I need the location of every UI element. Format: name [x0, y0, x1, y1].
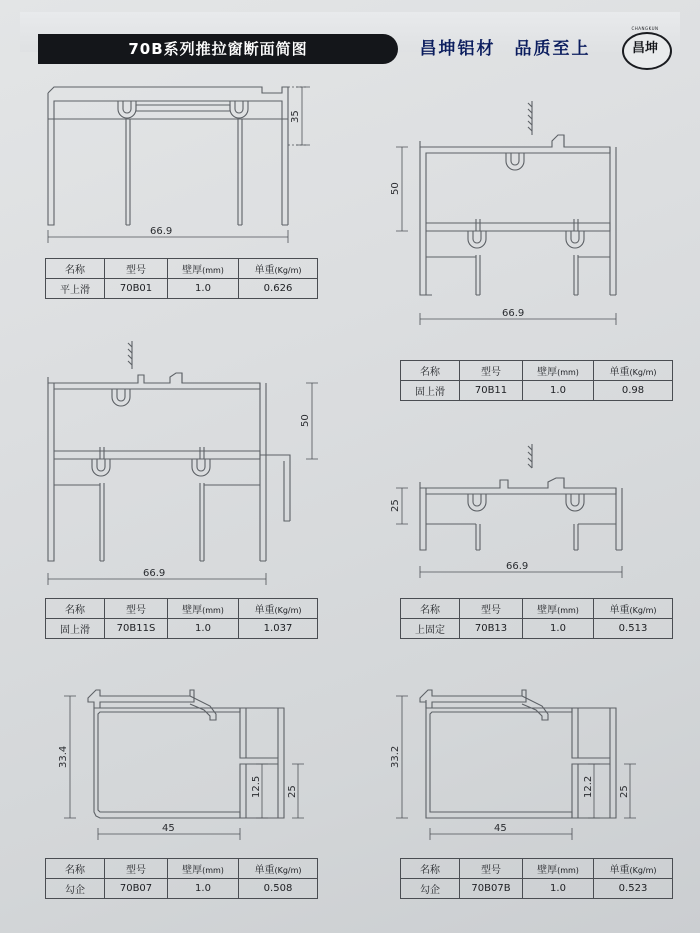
cell-thickness: 1.0: [168, 279, 239, 299]
fig6-inner-height-label: 12.2: [583, 775, 594, 798]
cell-name: 勾企: [46, 879, 105, 899]
company-logo: [622, 28, 668, 70]
cell-weight: 0.98: [594, 381, 673, 401]
th-thickness: 壁厚(mm): [168, 259, 239, 279]
th-model: 型号: [105, 599, 168, 619]
cell-weight: 0.626: [239, 279, 318, 299]
brand-slogan: 昌坤铝材 品质至上: [419, 39, 591, 59]
fig3-dimensions: [48, 383, 318, 585]
figure-5-spec-table: [45, 858, 318, 899]
fig4-height-label: 25: [390, 499, 401, 512]
logo-top-text: CHANGKUN: [631, 26, 659, 31]
fig2-height-label: 50: [390, 182, 401, 195]
figure-6-spec-table: [400, 858, 673, 899]
fig3-width-label: 66.9: [143, 568, 166, 579]
page-title: 70B系列推拉窗断面简图: [128, 40, 308, 58]
fig3-outline: [48, 341, 290, 561]
fig1-height-label: 35: [290, 110, 301, 123]
cell-thickness: 1.0: [523, 619, 594, 639]
figure-3-spec-table: [45, 598, 318, 639]
table-row: [401, 879, 673, 899]
fig6-height-label: 33.2: [390, 745, 401, 768]
th-thickness: 壁厚(mm): [523, 859, 594, 879]
fig6-right-height-label: 25: [619, 785, 630, 798]
fig5-right-height-label: 25: [287, 785, 298, 798]
table-header-row: [401, 859, 673, 879]
table-header-row: [46, 859, 318, 879]
figure-5-profile: [40, 680, 330, 845]
th-model: 型号: [105, 859, 168, 879]
th-weight: 单重(Kg/m): [239, 259, 318, 279]
fig6-width-label: 45: [494, 823, 507, 834]
cell-model: 70B13: [460, 619, 523, 639]
cell-name: 平上滑: [46, 279, 105, 299]
th-name: 名称: [46, 859, 105, 879]
cell-model: 70B11S: [105, 619, 168, 639]
table-row: [46, 879, 318, 899]
cell-thickness: 1.0: [168, 879, 239, 899]
page-header: [0, 12, 700, 59]
cell-model: 70B07B: [460, 879, 523, 899]
th-thickness: 壁厚(mm): [523, 361, 594, 381]
th-weight: 单重(Kg/m): [239, 859, 318, 879]
cell-weight: 0.508: [239, 879, 318, 899]
table-row: [46, 279, 318, 299]
fig2-dimensions: [390, 147, 616, 325]
fig1-width-label: 66.9: [150, 226, 173, 237]
figure-6-profile: [380, 680, 670, 845]
th-weight: 单重(Kg/m): [594, 599, 673, 619]
cell-thickness: 1.0: [523, 879, 594, 899]
th-model: 型号: [460, 599, 523, 619]
cell-model: 70B11: [460, 381, 523, 401]
fig5-inner-height-label: 12.5: [251, 775, 262, 798]
th-thickness: 壁厚(mm): [168, 599, 239, 619]
fig4-width-label: 66.9: [506, 561, 529, 572]
th-name: 名称: [401, 859, 460, 879]
figure-4-spec-table: [400, 598, 673, 639]
fig5-width-label: 45: [162, 823, 175, 834]
fig2-width-label: 66.9: [502, 308, 525, 319]
cell-name: 固上滑: [401, 381, 460, 401]
fig3-height-label: 50: [300, 414, 311, 427]
th-model: 型号: [105, 259, 168, 279]
table-row: [401, 619, 673, 639]
cell-weight: 0.523: [594, 879, 673, 899]
fig4-dimensions: [390, 488, 622, 578]
header-title-plate: [38, 34, 398, 64]
th-model: 型号: [460, 361, 523, 381]
table-header-row: [401, 361, 673, 381]
th-model: 型号: [460, 859, 523, 879]
cell-name: 固上滑: [46, 619, 105, 639]
fig5-height-label: 33.4: [58, 745, 69, 768]
fig1-dimensions: [48, 87, 310, 243]
th-weight: 单重(Kg/m): [594, 361, 673, 381]
table-row: [401, 381, 673, 401]
cell-name: 勾企: [401, 879, 460, 899]
th-thickness: 壁厚(mm): [523, 599, 594, 619]
cell-weight: 1.037: [239, 619, 318, 639]
figure-1-spec-table: [45, 258, 318, 299]
th-weight: 单重(Kg/m): [239, 599, 318, 619]
figure-2-profile: [380, 95, 670, 350]
th-name: 名称: [401, 361, 460, 381]
logo-label: 昌坤: [631, 41, 658, 56]
cell-model: 70B07: [105, 879, 168, 899]
fig1-outline: [48, 87, 288, 225]
table-row: [46, 619, 318, 639]
th-weight: 单重(Kg/m): [594, 859, 673, 879]
table-header-row: [46, 259, 318, 279]
cell-name: 上固定: [401, 619, 460, 639]
table-header-row: [401, 599, 673, 619]
figure-4-profile: [380, 440, 670, 600]
cell-weight: 0.513: [594, 619, 673, 639]
figure-3-profile: [30, 335, 340, 595]
cell-thickness: 1.0: [168, 619, 239, 639]
th-thickness: 壁厚(mm): [168, 859, 239, 879]
th-name: 名称: [46, 259, 105, 279]
table-header-row: [46, 599, 318, 619]
fig2-outline: [420, 101, 616, 295]
cell-model: 70B01: [105, 279, 168, 299]
figure-1-profile: [30, 75, 330, 250]
th-name: 名称: [401, 599, 460, 619]
th-name: 名称: [46, 599, 105, 619]
cell-thickness: 1.0: [523, 381, 594, 401]
figure-2-spec-table: [400, 360, 673, 401]
fig4-outline: [420, 444, 622, 550]
